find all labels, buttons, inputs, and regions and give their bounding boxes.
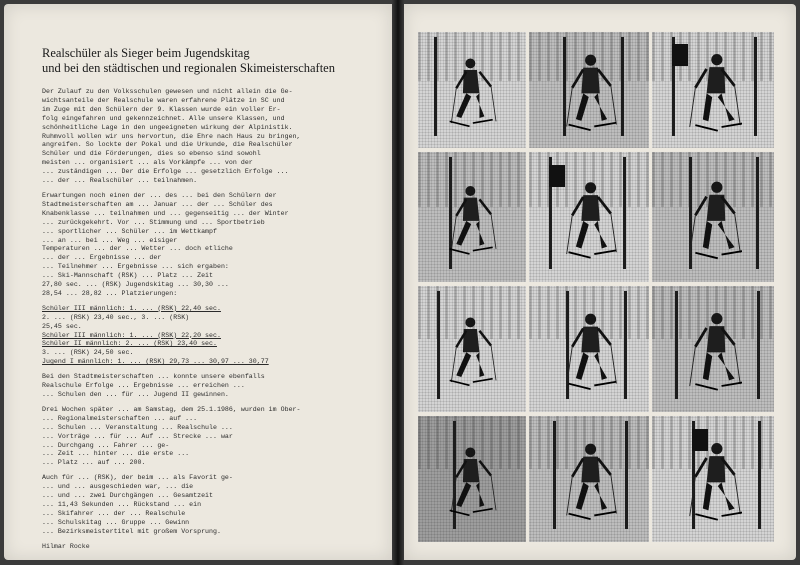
text-line: ... 11,43 Sekunden ... Rückstand ... ein: [42, 500, 202, 508]
skier-silhouette: [448, 46, 498, 139]
photo-grid: [418, 32, 782, 542]
text-line: Drei Wochen später ... am Samstag, dem 25.1.1986, wurden im Ober-: [42, 405, 301, 413]
skier-silhouette: [686, 168, 742, 272]
paragraph-2: [42, 192, 374, 299]
result-line: 25,45 sec.: [42, 322, 82, 330]
text-line: ... Durchgang ... Fahrer ... ge-: [42, 441, 170, 449]
result-line: Jugend I männlich: 1. ... (RSK) 29,73 ... 30,97 ... 30,77: [42, 358, 269, 366]
skier-silhouette: [448, 301, 498, 402]
slalom-gate-pole: [437, 291, 440, 399]
text-line: ... Bezirksmeistertitel mit großem Vorsprung.: [42, 527, 221, 535]
photo-skier-12: [652, 416, 774, 542]
skier-silhouette: [563, 431, 618, 532]
text-line: folg eingefahren und gekennzeichnet. Alle unsere Klassen, und: [42, 114, 285, 122]
text-line: Schüler und die Förderungen, dies so ebenso sind sowohl: [42, 150, 261, 158]
text-line: Bei den Stadtmeisterschaften ... konnte unsere ebenfalls: [42, 373, 265, 381]
text-line: ... zurückgekehrt. Vor ... Stimmung und ... Sportbetrieb: [42, 218, 265, 226]
article-body: [42, 88, 374, 558]
slalom-gate-pole: [757, 291, 760, 399]
text-line: Realschule Erfolge ... Ergebnisse ... erreichen ...: [42, 382, 245, 390]
text-line: ... Teilnehmer ... Ergebnisse ... sich ergaben:: [42, 263, 229, 271]
gate-flag: [672, 44, 688, 66]
text-line: ... Schulen ... Veranstaltung ... Realschule ...: [42, 423, 233, 431]
text-line: ... der ... Ergebnisse ... der: [42, 254, 162, 262]
skier-silhouette: [563, 46, 618, 139]
text-line: Der Zulauf zu den Volksschulen gewesen und nicht allein die Ge-: [42, 88, 293, 95]
paragraph-after-1: [42, 373, 374, 400]
book-gutter: [392, 0, 404, 565]
text-line: ... Schulskitag ... Gruppe ... Gewinn: [42, 518, 190, 526]
text-line: ... zuständigen ... Der die Erfolge ... gesetzlich Erfolge ...: [42, 168, 289, 176]
text-line: Stadtmeisterschaften am ... Januar ... der ... Schüler des: [42, 200, 273, 208]
text-line: Auch für ... (RSK), der beim ... als Favorit ge-: [42, 474, 233, 482]
text-line: ... Skifahrer ... der ... Realschule: [42, 509, 186, 517]
photo-skier-9: [652, 286, 774, 412]
result-line: 3. ... (RSK) 24,50 sec.: [42, 349, 134, 357]
skier-silhouette: [563, 301, 618, 402]
slalom-gate-pole: [758, 421, 761, 529]
text-line: 28,54 ... 28,82 ... Platzierungen:: [42, 289, 178, 297]
right-page: [404, 4, 796, 560]
text-line: Knabenklasse ... teilnahmen und ... gegenseitig ... der Winter: [42, 209, 289, 217]
text-line: meisten ... organisiert ... als Vorkämpfe ... von der: [42, 159, 253, 167]
slalom-gate-pole: [553, 421, 556, 529]
text-line: ... sportlicher ... Schüler ... im Wettkampf: [42, 227, 217, 235]
text-line: wichtsanteile der Realschule waren erfahrene Plätze in SC und: [42, 96, 285, 104]
result-line: Schüler III männlich: 1. ... (RSK) 22,40 sec.: [42, 304, 221, 312]
photo-skier-11: [529, 416, 649, 542]
results-block: [42, 305, 374, 367]
photo-skier-2: [529, 32, 649, 148]
result-line: Schüler III männlich: 1. ... (RSK) 22,20 sec.: [42, 331, 221, 339]
slalom-gate-pole: [624, 291, 627, 399]
text-line: ... Zeit ... hinter ... die erste ...: [42, 450, 190, 458]
photo-skier-1: [418, 32, 526, 148]
skier-silhouette: [686, 46, 742, 139]
photo-skier-10: [418, 416, 526, 542]
skier-silhouette: [686, 301, 742, 402]
article-headline: [42, 46, 382, 76]
photo-skier-4: [418, 152, 526, 282]
text-line: ... an ... bei ... Weg ... eisiger: [42, 236, 178, 244]
text-line: ... und ... zwei Durchgängen ... Gesamtzeit: [42, 492, 214, 500]
text-line: Ruhmvoll wollen wir uns hervortun, die Ehre nach Haus zu bringen,: [42, 132, 301, 140]
slalom-gate-pole: [756, 157, 759, 269]
text-line: ... Ski-Mannschaft (RSK) ... Platz ... Zeit: [42, 272, 214, 280]
text-line: ... und ... ausgeschieden war, ... die: [42, 483, 194, 491]
text-line: ... der ... Realschüler ... teilnahmen.: [42, 177, 198, 185]
text-line: schönheitliche Lage in den ungeeigneten wirkung der Alpinistik.: [42, 123, 293, 131]
slalom-gate-pole: [625, 421, 628, 529]
paragraph-1: [42, 88, 374, 186]
skier-silhouette: [563, 168, 618, 272]
photo-skier-5: [529, 152, 649, 282]
text-line: angreifen. So lockte der Pokal und die Urkunde, die Realschüler: [42, 141, 293, 149]
skier-silhouette: [686, 431, 742, 532]
skier-silhouette: [448, 431, 498, 532]
slalom-gate-pole: [675, 291, 678, 399]
article-author: Hilmar Rocke: [42, 542, 90, 550]
text-line: 27,80 sec. ... (RSK) Jugendskitag ... 30,30 ...: [42, 281, 229, 289]
photo-skier-6: [652, 152, 774, 282]
skier-silhouette: [448, 168, 498, 272]
text-line: ... Schulen den ... für ... Jugend II gewinnen.: [42, 391, 229, 398]
slalom-gate-pole: [754, 37, 757, 137]
photo-skier-7: [418, 286, 526, 412]
slalom-gate-pole: [621, 37, 624, 137]
text-line: ... Platz ... auf ... 200.: [42, 459, 146, 467]
photo-skier-3: [652, 32, 774, 148]
result-line: Schüler II männlich: 2. ... (RSK) 23,40 sec.: [42, 340, 217, 348]
paragraph-after-3: [42, 474, 374, 536]
paragraph-after-2: [42, 406, 374, 468]
text-line: ... Regionalmeisterschaften ... auf ...: [42, 414, 198, 422]
text-line: Temperaturen ... der ... Wetter ... doch etliche: [42, 245, 233, 253]
result-line: 2. ... (RSK) 23,40 sec., 3. ... (RSK): [42, 313, 190, 321]
photo-skier-8: [529, 286, 649, 412]
text-line: im Zuge mit den Schülern der 9. Klassen wurde ein voller Er-: [42, 105, 281, 113]
headline-line-2: und bei den städtischen und regionalen Skimeisterschaften: [42, 61, 335, 75]
slalom-gate-pole: [434, 37, 437, 137]
headline-line-1: Realschüler als Sieger beim Jugendskitag: [42, 46, 250, 60]
text-line: Erwartungen noch einen der ... des ... bei den Schülern der: [42, 191, 277, 199]
slalom-gate-pole: [623, 157, 626, 269]
text-line: ... Vorträge ... für ... Auf ... Strecke ... war: [42, 432, 233, 440]
left-page: [4, 4, 392, 560]
